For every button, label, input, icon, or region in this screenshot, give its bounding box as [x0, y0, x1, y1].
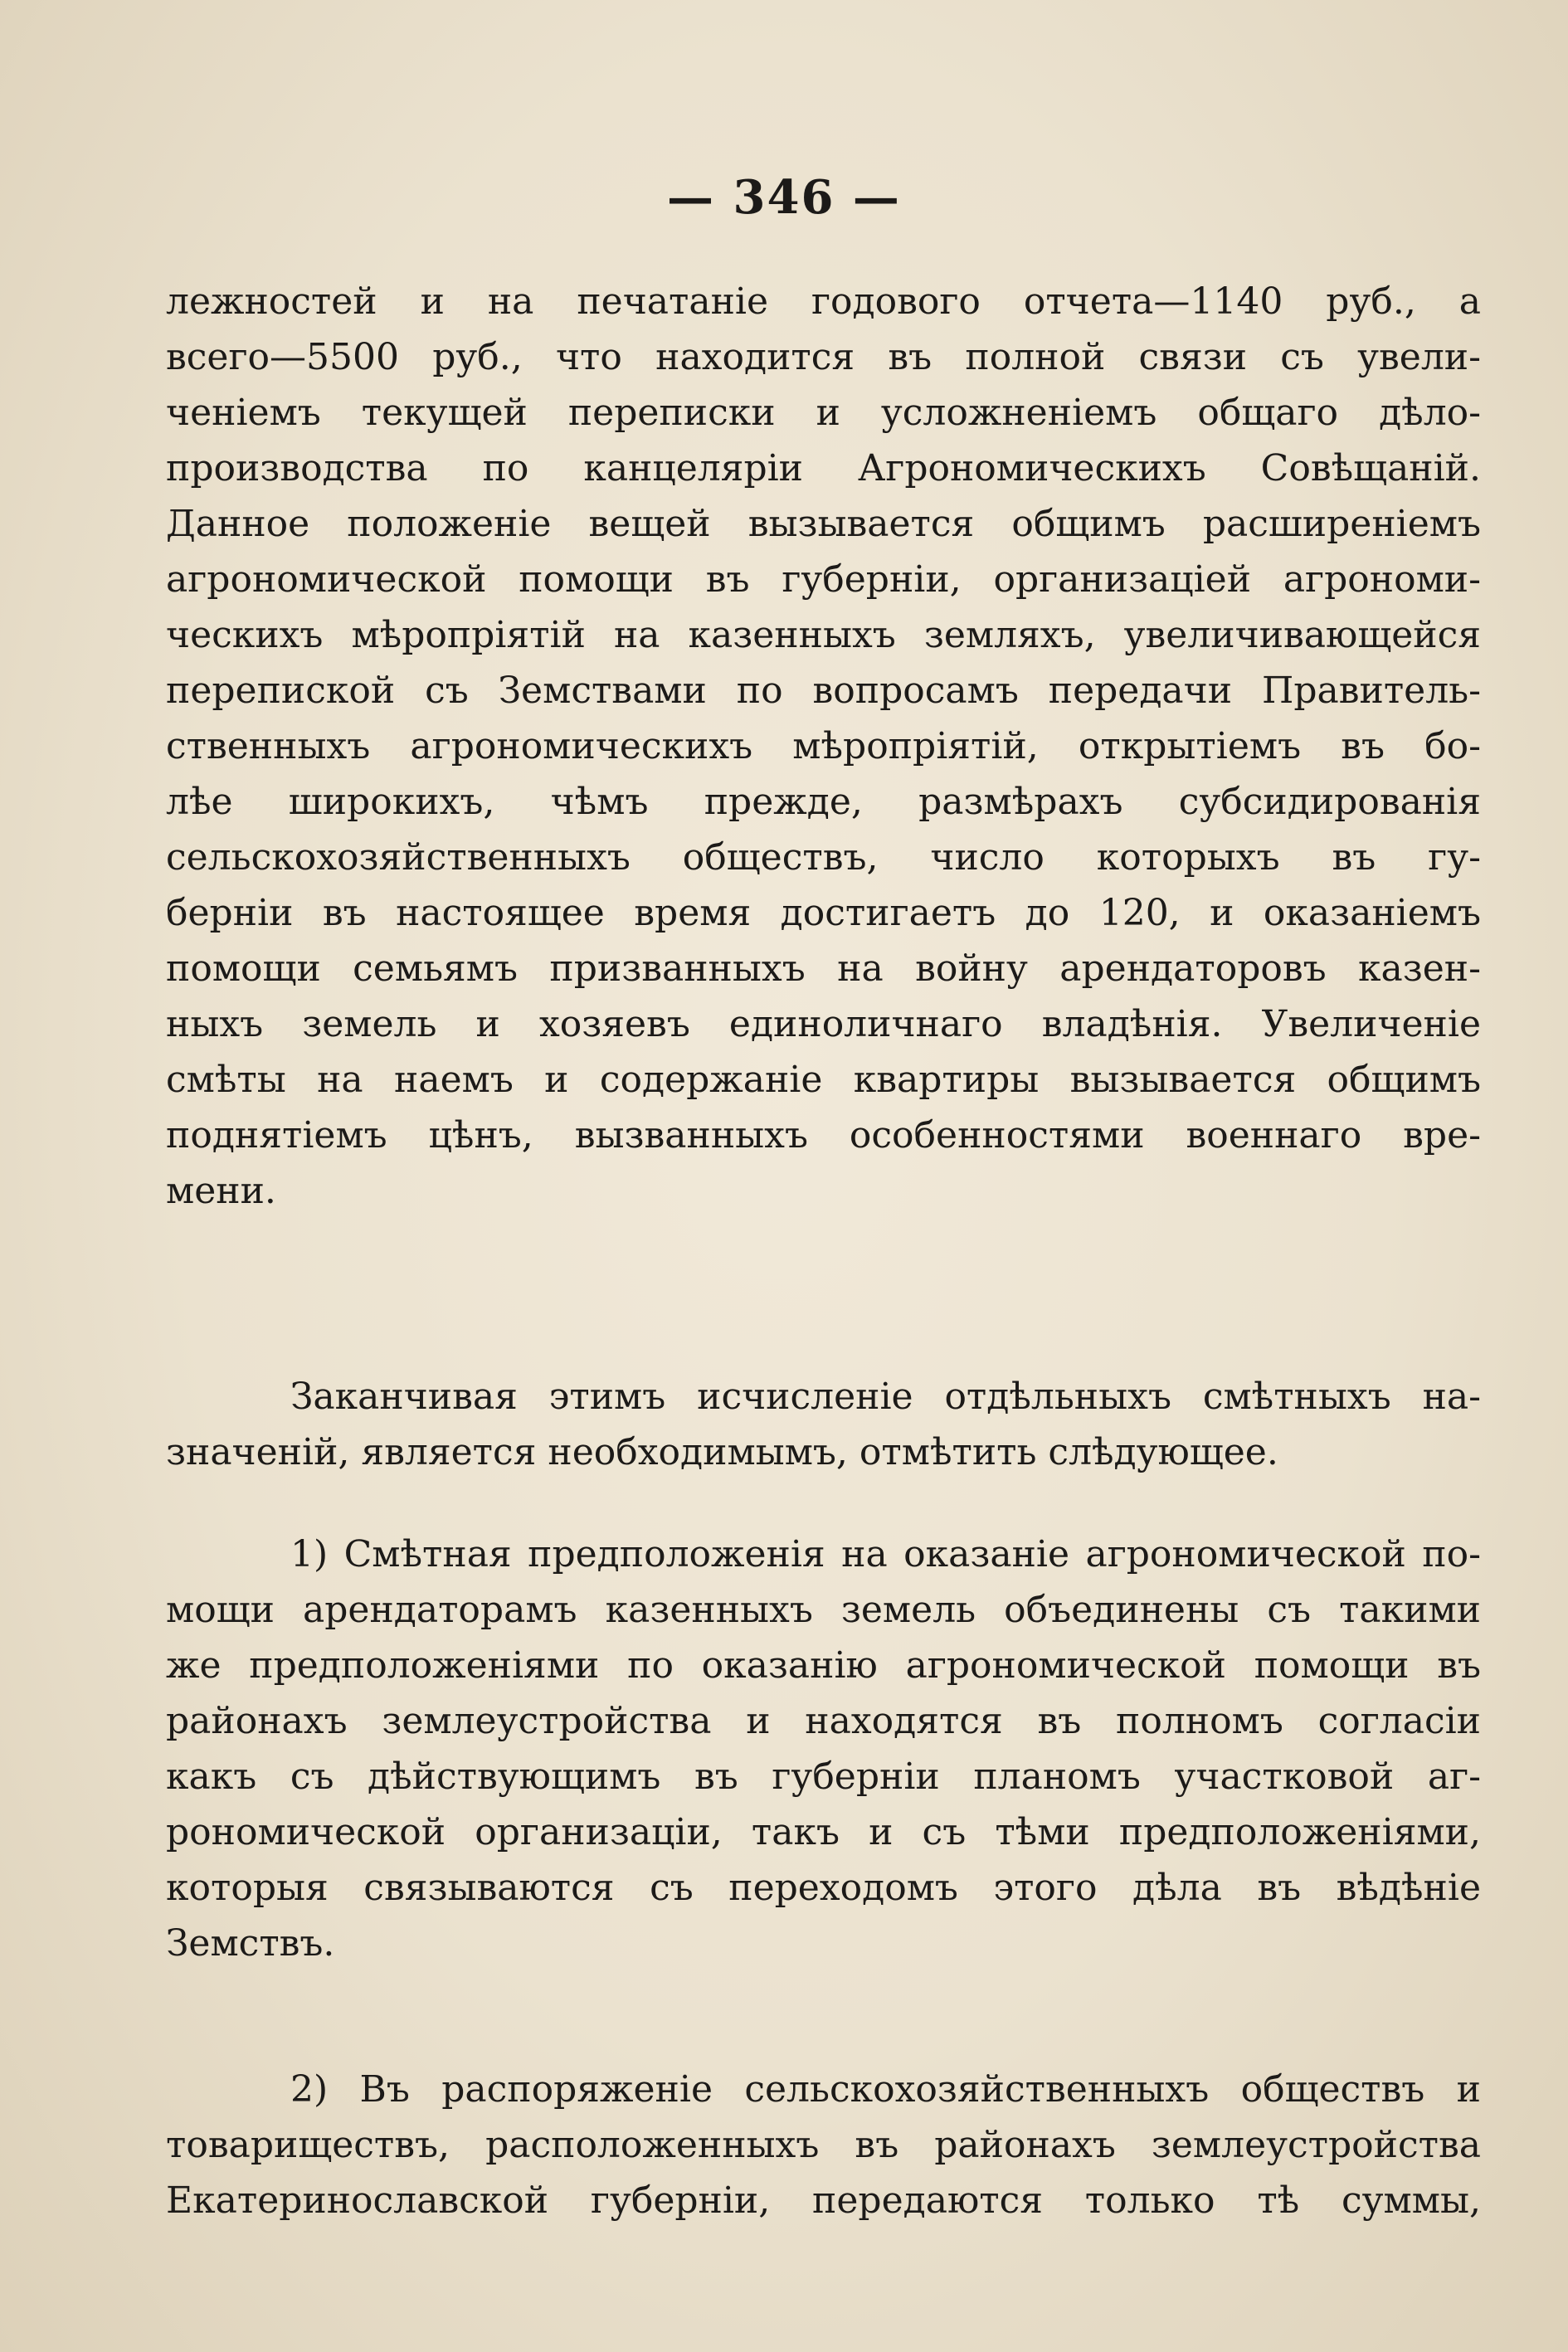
- text-line: производства по канцеляріи Агрономическихъ Совѣщаній.: [166, 447, 1481, 489]
- text-line: мени.: [166, 1170, 276, 1212]
- text-line: ченіемъ текущей переписки и усложненіемъ общаго дѣло-: [166, 392, 1481, 434]
- text-line: всего—5500 руб., что находится въ полной связи съ увели-: [166, 336, 1481, 378]
- text-line: Заканчивая этимъ исчисленіе отдѣльныхъ смѣтныхъ на-: [290, 1376, 1481, 1418]
- text-line: ческихъ мѣропріятій на казенныхъ земляхъ, увеличивающейся: [166, 614, 1481, 656]
- text-line: 1) Смѣтная предположенія на оказаніе агрономической по-: [290, 1533, 1481, 1575]
- text-line: смѣты на наемъ и содержаніе квартиры вызывается общимъ: [166, 1059, 1481, 1101]
- paragraph-budget-explanation: [166, 274, 1481, 1219]
- text-line: лежностей и на печатаніе годового отчета—1140 руб., а: [166, 280, 1481, 323]
- text-line: товариществъ, расположенныхъ въ районахъ землеустройства: [166, 2124, 1481, 2166]
- text-line: рономической организаціи, такъ и съ тѣми предположеніями,: [166, 1811, 1481, 1853]
- text-line: районахъ землеустройства и находятся въ полномъ согласіи: [166, 1700, 1481, 1742]
- text-line: помощи семьямъ призванныхъ на войну арендаторовъ казен-: [166, 947, 1481, 990]
- text-line: агрономической помощи въ губерніи, организаціей агрономи-: [166, 558, 1481, 601]
- text-line: значеній, является необходимымъ, отмѣтить слѣдующее.: [166, 1431, 1278, 1473]
- text-line: поднятіемъ цѣнъ, вызванныхъ особенностями военнаго вре-: [166, 1114, 1481, 1157]
- page-number: — 346 —: [667, 170, 901, 225]
- text-line: ныхъ земель и хозяевъ единоличнаго владѣнія. Увеличеніе: [166, 1003, 1481, 1045]
- text-line: Земствъ.: [166, 1922, 335, 1965]
- text-line: Екатеринославской губерніи, передаются только тѣ суммы,: [166, 2179, 1481, 2222]
- text-line: которыя связываются съ переходомъ этого дѣла въ вѣдѣніе: [166, 1867, 1481, 1909]
- text-line: ственныхъ агрономическихъ мѣропріятій, открытіемъ въ бо-: [166, 725, 1481, 767]
- text-line: 2) Въ распоряженіе сельскохозяйственныхъ обществъ и: [290, 2068, 1481, 2111]
- text-line: сельскохозяйственныхъ обществъ, число которыхъ въ гу-: [166, 836, 1481, 879]
- text-line: же предположеніями по оказанію агрономической помощи въ: [166, 1644, 1481, 1687]
- text-line: берніи въ настоящее время достигаетъ до 120, и оказаніемъ: [166, 892, 1481, 934]
- text-line: мощи арендаторамъ казенныхъ земель объединены съ такими: [166, 1589, 1481, 1631]
- text-line: перепиской съ Земствами по вопросамъ передачи Правитель-: [166, 670, 1481, 712]
- text-line: лѣе широкихъ, чѣмъ прежде, размѣрахъ субсидированія: [166, 781, 1481, 823]
- paragraph-point-1: [166, 1527, 1481, 1971]
- text-line: Данное положеніе вещей вызывается общимъ расширеніемъ: [166, 503, 1481, 545]
- paragraph-point-2: [166, 2062, 1481, 2228]
- paragraph-conclusion-intro: [166, 1369, 1481, 1480]
- text-line: какъ съ дѣйствующимъ въ губерніи планомъ участковой аг-: [166, 1755, 1481, 1798]
